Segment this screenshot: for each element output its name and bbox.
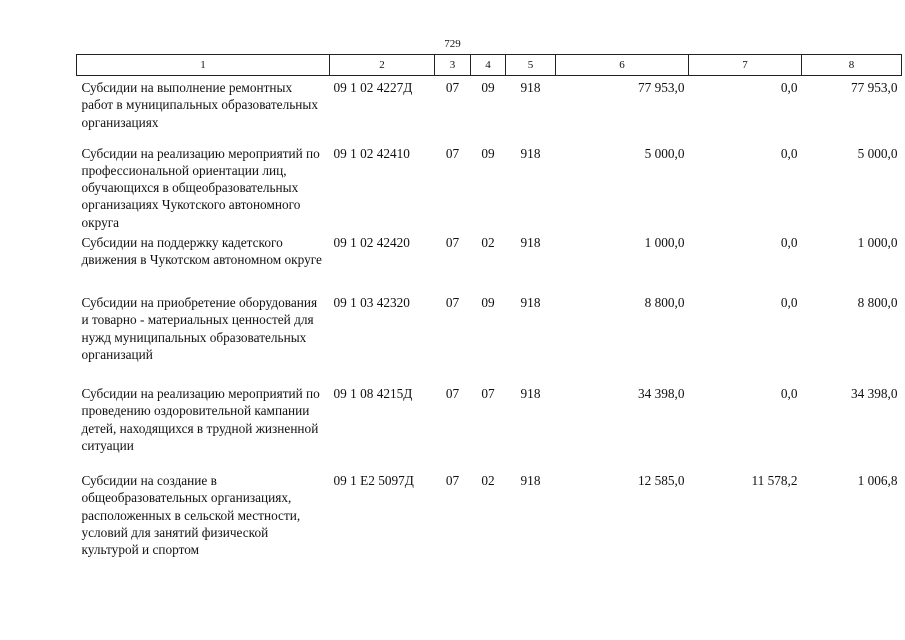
row-code: 09 1 E2 5097Д xyxy=(333,472,414,488)
row-federal: 0,0 xyxy=(780,385,798,401)
row-description: Субсидии на реализацию мероприятий по профессиональной ориентации лиц, обучающихся в общеобразовательных организациях Чукотского автономного округа xyxy=(81,145,320,230)
column-header: 4 xyxy=(471,55,506,76)
row-subsection: 02 xyxy=(481,234,495,250)
row-description: Субсидии на создание в общеобразовательных организациях, расположенных в сельской местности, условий для занятий физической культурой и спортом xyxy=(81,472,301,558)
row-federal: 11 578,2 xyxy=(751,472,798,488)
column-header: 3 xyxy=(435,55,471,76)
row-subsection: 07 xyxy=(481,385,495,401)
row-admin-code: 918 xyxy=(520,145,541,161)
row-section: 07 xyxy=(445,80,460,95)
table-row xyxy=(77,382,902,469)
row-description: Субсидии на приобретение оборудования и товарно - материальных ценностей для нужд муниципальных образовательных организаций xyxy=(81,294,318,362)
row-admin-code: 918 xyxy=(520,234,541,250)
column-header: 7 xyxy=(689,55,802,76)
row-section: 07 xyxy=(445,145,460,161)
column-header: 1 xyxy=(77,55,330,76)
row-description: Субсидии на выполнение ремонтных работ в муниципальных образовательных организациях xyxy=(81,80,318,130)
row-total: 8 800,0 xyxy=(644,294,685,310)
row-federal: 0,0 xyxy=(780,234,798,250)
budget-table xyxy=(76,54,902,559)
row-regional: 5 000,0 xyxy=(857,145,898,161)
row-total: 12 585,0 xyxy=(637,472,685,488)
table-row xyxy=(77,142,902,231)
row-total: 1 000,0 xyxy=(644,234,685,250)
row-admin-code: 918 xyxy=(520,385,541,401)
table-row xyxy=(77,469,902,559)
row-admin-code: 918 xyxy=(520,80,541,95)
row-federal: 0,0 xyxy=(780,294,798,310)
row-regional: 1 006,8 xyxy=(857,472,898,488)
row-total: 34 398,0 xyxy=(637,385,685,401)
row-admin-code: 918 xyxy=(520,294,541,310)
row-code: 09 1 08 4215Д xyxy=(333,385,413,401)
row-subsection: 09 xyxy=(481,145,495,161)
row-description: Субсидии на поддержку кадетского движения в Чукотском автономном округе xyxy=(81,234,322,268)
row-code: 09 1 02 4227Д xyxy=(333,80,413,95)
row-code: 09 1 02 42410 xyxy=(333,145,410,161)
row-section: 07 xyxy=(445,234,460,250)
row-subsection: 09 xyxy=(481,80,495,95)
row-admin-code: 918 xyxy=(520,472,541,488)
row-section: 07 xyxy=(445,294,460,310)
row-subsection: 02 xyxy=(481,472,495,488)
row-section: 07 xyxy=(445,472,460,488)
row-subsection: 09 xyxy=(481,294,495,310)
row-regional: 34 398,0 xyxy=(850,385,898,401)
column-header: 2 xyxy=(330,55,435,76)
table-row xyxy=(77,231,902,291)
row-regional: 77 953,0 xyxy=(850,80,898,95)
row-code: 09 1 02 42420 xyxy=(333,234,410,250)
row-regional: 8 800,0 xyxy=(857,294,898,310)
row-total: 5 000,0 xyxy=(644,145,685,161)
column-header: 6 xyxy=(556,55,689,76)
page-number: 729 xyxy=(444,38,461,50)
row-federal: 0,0 xyxy=(780,145,798,161)
column-header: 5 xyxy=(506,55,556,76)
table-row xyxy=(77,76,902,142)
table-row xyxy=(77,291,902,382)
row-code: 09 1 03 42320 xyxy=(333,294,410,310)
row-section: 07 xyxy=(445,385,460,401)
row-federal: 0,0 xyxy=(780,80,798,95)
table-header xyxy=(77,55,902,76)
row-description: Субсидии на реализацию мероприятий по проведению оздоровительной кампании детей, находящихся в трудной жизненной ситуации xyxy=(81,385,320,453)
row-regional: 1 000,0 xyxy=(857,234,898,250)
row-total: 77 953,0 xyxy=(637,80,685,95)
column-header: 8 xyxy=(802,55,902,76)
